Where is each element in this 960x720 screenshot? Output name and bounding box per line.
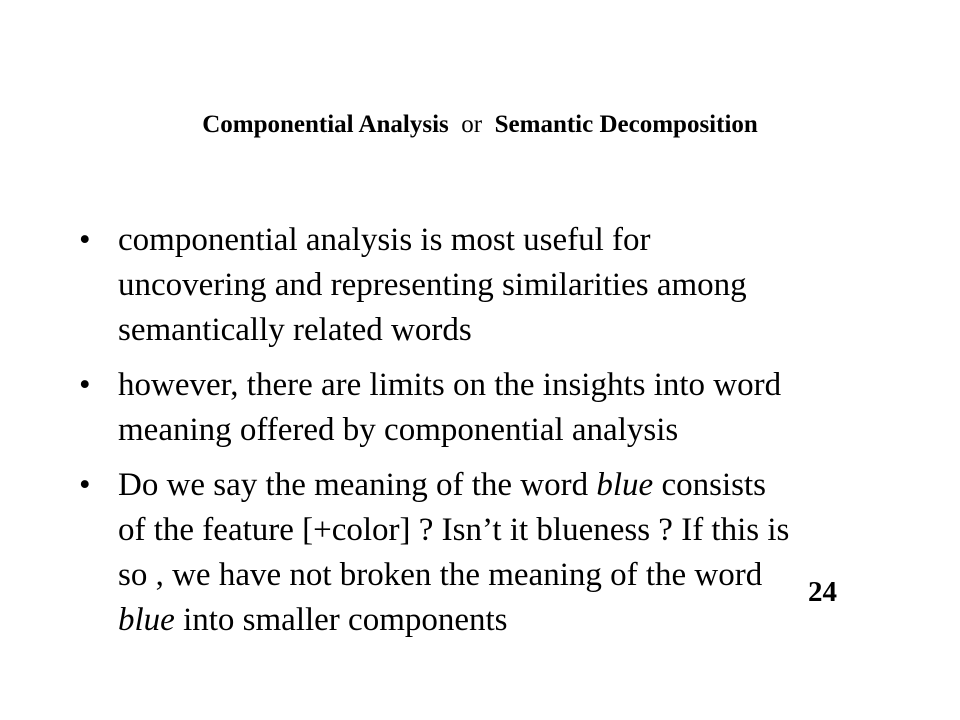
bullet-3-emphasis-blue-2: blue — [118, 602, 175, 638]
bullet-3-line-1-pre: Do we say the meaning of the word — [118, 467, 597, 503]
bullet-item-2 — [79, 363, 899, 453]
bullet-1-line-3: semantically related words — [118, 312, 472, 348]
bullet-3-line-2: of the feature [+color] ? Isn’t it blueness ? If this is — [118, 512, 790, 548]
bullet-list — [79, 218, 899, 653]
title-connector: or — [461, 111, 483, 138]
bullet-1-line-2: uncovering and representing similarities among — [118, 267, 747, 303]
title-part-2: Semantic Decomposition — [494, 111, 758, 138]
bullet-3-line-1-post: consists — [653, 467, 766, 503]
bullet-1-line-1: componential analysis is most useful for — [118, 222, 651, 258]
bullet-marker: • — [79, 222, 91, 258]
bullet-3-line-3: so , we have not broken the meaning of the word — [118, 557, 763, 593]
bullet-item-1 — [79, 218, 899, 353]
bullet-2-line-1: however, there are limits on the insights into word — [118, 367, 782, 403]
bullet-marker: • — [79, 467, 91, 503]
bullet-3-emphasis-blue: blue — [596, 467, 654, 503]
bullet-marker: • — [79, 367, 91, 403]
title-part-1: Componential Analysis — [202, 111, 449, 138]
bullet-3-line-1 — [118, 463, 899, 508]
bullet-2-line-2: meaning offered by componential analysis — [118, 412, 679, 448]
slide-title — [0, 109, 960, 141]
page-number: 24 — [808, 576, 837, 608]
bullet-3-line-4-post: into smaller components — [174, 602, 508, 638]
bullet-3-line-4 — [118, 598, 899, 643]
bullet-item-3 — [79, 463, 899, 643]
